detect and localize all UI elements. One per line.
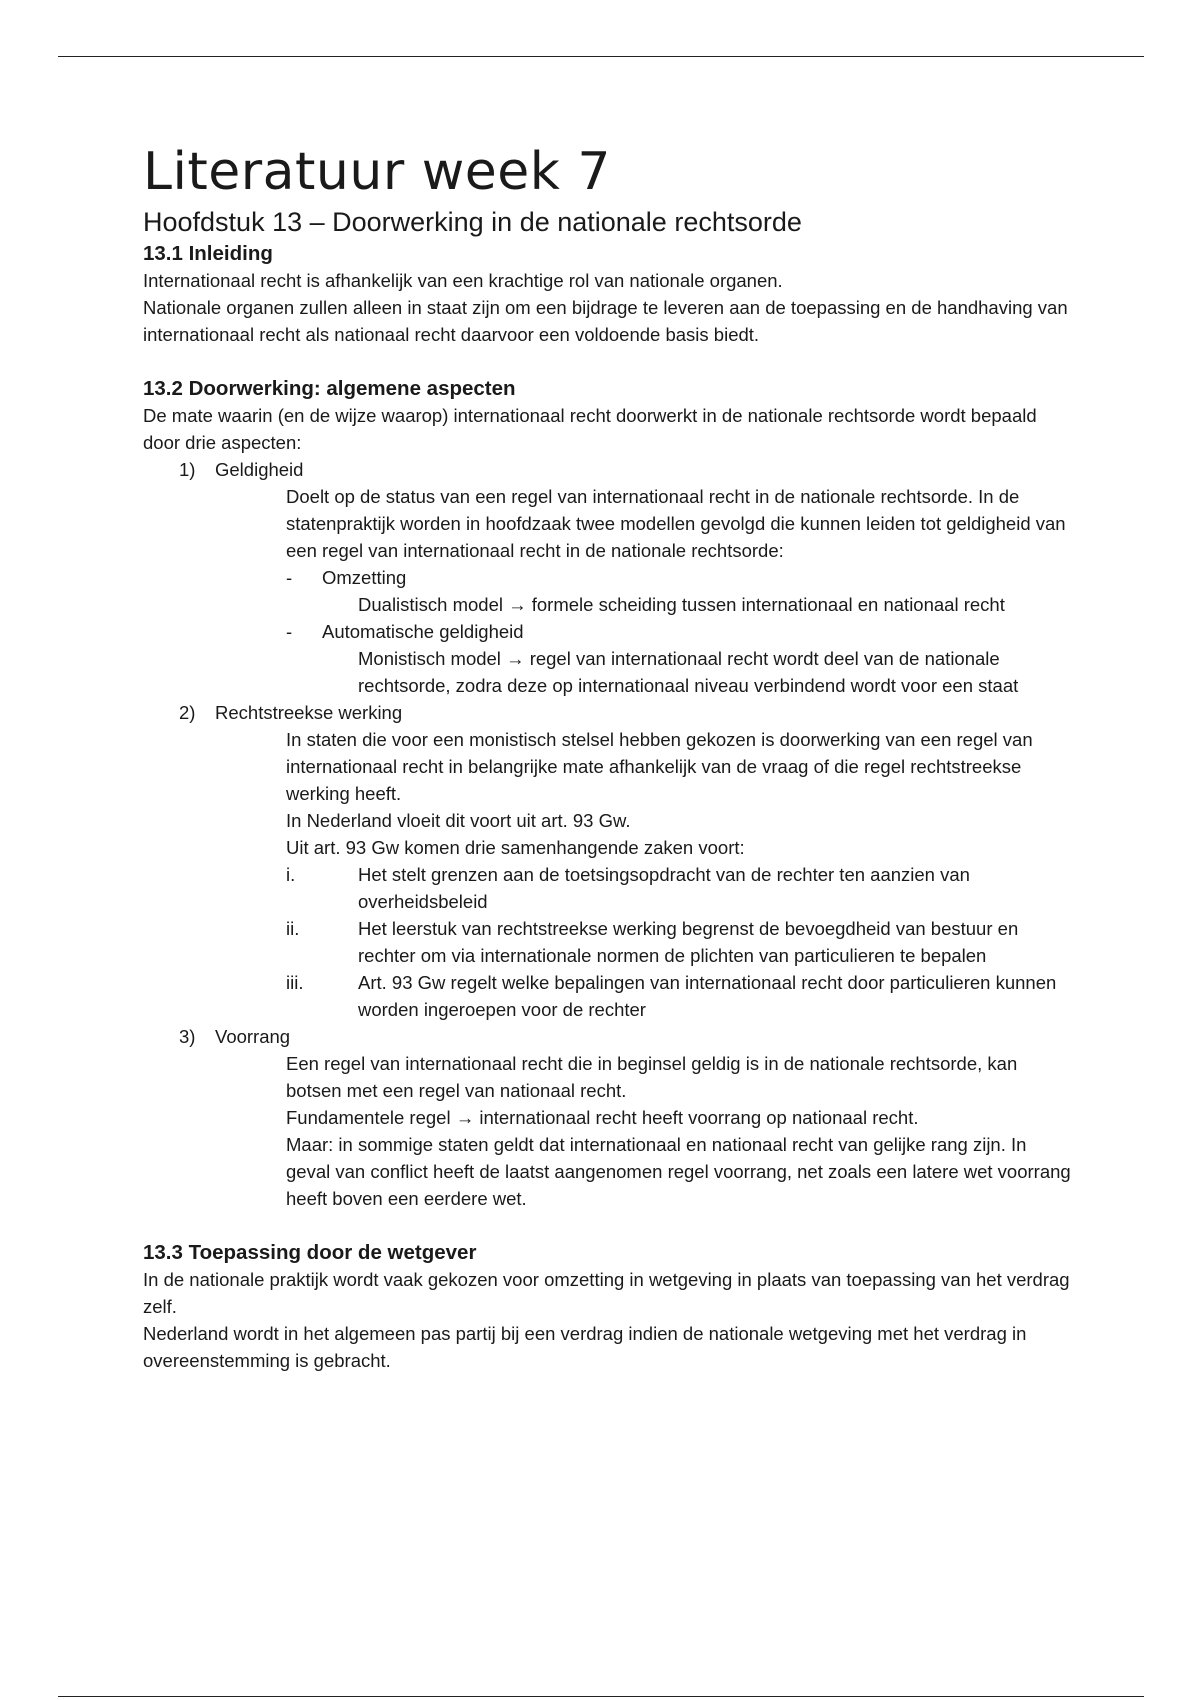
paragraph: Maar: in sommige staten geldt dat internationaal en nationaal recht van gelijke rang zijn. In geval van conflict heeft de laatst aangenomen regel voorrang, net zoals een latere wet voorrang heeft boven een eerdere wet.	[286, 1134, 1071, 1209]
roman-item-i	[286, 861, 1073, 915]
list-marker: 3)	[179, 1026, 196, 1047]
list-item-label: Omzetting	[322, 567, 407, 588]
dash-marker: -	[286, 567, 293, 588]
section-heading-13-3: 13.3 Toepassing door de wetgever	[143, 1241, 477, 1264]
spacer	[143, 1212, 1073, 1239]
list-item-label: Automatische geldigheid	[322, 621, 524, 642]
list-item-text: Art. 93 Gw regelt welke bepalingen van internationaal recht door particulieren kunnen worden ingeroepen voor de rechter	[358, 972, 1057, 1020]
list-item-label: Rechtstreekse werking	[215, 702, 403, 723]
roman-marker: iii.	[286, 972, 304, 993]
document-body	[143, 140, 1073, 1374]
paragraph: Nationale organen zullen alleen in staat zijn om een bijdrage te leveren aan de toepassing en de handhaving van internationaal recht als nationaal recht daarvoor een voldoende basis biedt.	[143, 297, 1068, 345]
paragraph: Dualistisch model → formele scheiding tussen internationaal en nationaal recht	[358, 594, 1005, 615]
list-item-label: Voorrang	[215, 1026, 291, 1047]
paragraph: Doelt op de status van een regel van internationaal recht in de nationale rechtsorde. In de statenpraktijk worden in hoofdzaak twee modellen gevolgd die kunnen leiden tot geldigheid van een regel van internationaal recht in de nationale rechtsorde:	[286, 486, 1066, 561]
chapter-title: Hoofdstuk 13 – Doorwerking in de nationale rechtsorde	[143, 207, 802, 237]
list-marker: 1)	[179, 459, 196, 480]
dash-item-omzetting	[286, 564, 1073, 591]
dash-marker: -	[286, 621, 293, 642]
roman-marker: ii.	[286, 918, 300, 939]
spacer	[143, 348, 1073, 375]
paragraph: In de nationale praktijk wordt vaak gekozen voor omzetting in wetgeving in plaats van toepassing van het verdrag zelf.	[143, 1269, 1070, 1317]
paragraph: Uit art. 93 Gw komen drie samenhangende zaken voort:	[286, 837, 745, 858]
paragraph: Nederland wordt in het algemeen pas partij bij een verdrag indien de nationale wetgeving met het verdrag in overeenstemming is gebracht.	[143, 1323, 1027, 1371]
numbered-item-rechtstreekse-werking	[143, 699, 1073, 726]
section-heading-13-1: 13.1 Inleiding	[143, 242, 273, 265]
dash-item-automatische-geldigheid	[286, 618, 1073, 645]
paragraph: In Nederland vloeit dit voort uit art. 93 Gw.	[286, 810, 631, 831]
numbered-item-geldigheid	[143, 456, 1073, 483]
list-marker: 2)	[179, 702, 196, 723]
list-item-text: Het stelt grenzen aan de toetsingsopdracht van de rechter ten aanzien van overheidsbeleid	[358, 864, 970, 912]
item-body	[143, 726, 1073, 1023]
list-item-text: Het leerstuk van rechtstreekse werking begrenst de bevoegdheid van bestuur en rechter om via internationale normen de plichten van particulieren te bepalen	[358, 918, 1019, 966]
paragraph: In staten die voor een monistisch stelsel hebben gekozen is doorwerking van een regel van internationaal recht in belangrijke mate afhankelijk van de vraag of die regel rechtstreekse werking heeft.	[286, 729, 1033, 804]
paragraph: Fundamentele regel → internationaal recht heeft voorrang op nationaal recht.	[286, 1107, 919, 1128]
roman-item-ii	[286, 915, 1073, 969]
roman-marker: i.	[286, 864, 296, 885]
paragraph: De mate waarin (en de wijze waarop) internationaal recht doorwerkt in de nationale rechtsorde wordt bepaald door drie aspecten:	[143, 405, 1037, 453]
sub-item-body	[286, 591, 1073, 618]
header-rule	[58, 56, 1144, 57]
roman-item-iii	[286, 969, 1073, 1023]
document-title: Literatuur week 7	[143, 142, 611, 202]
section-heading-13-2: 13.2 Doorwerking: algemene aspecten	[143, 377, 516, 400]
paragraph: Monistisch model → regel van internationaal recht wordt deel van de nationale rechtsorde, zodra deze op internationaal niveau verbindend wordt voor een staat	[358, 648, 1019, 696]
item-body	[143, 483, 1073, 699]
numbered-item-voorrang	[143, 1023, 1073, 1050]
paragraph: Internationaal recht is afhankelijk van een krachtige rol van nationale organen.	[143, 270, 783, 291]
sub-item-body	[286, 645, 1073, 699]
list-item-label: Geldigheid	[215, 459, 304, 480]
item-body	[143, 1050, 1073, 1212]
footer-rule	[58, 1696, 1144, 1697]
paragraph: Een regel van internationaal recht die in beginsel geldig is in de nationale rechtsorde, kan botsen met een regel van nationaal recht.	[286, 1053, 1018, 1101]
